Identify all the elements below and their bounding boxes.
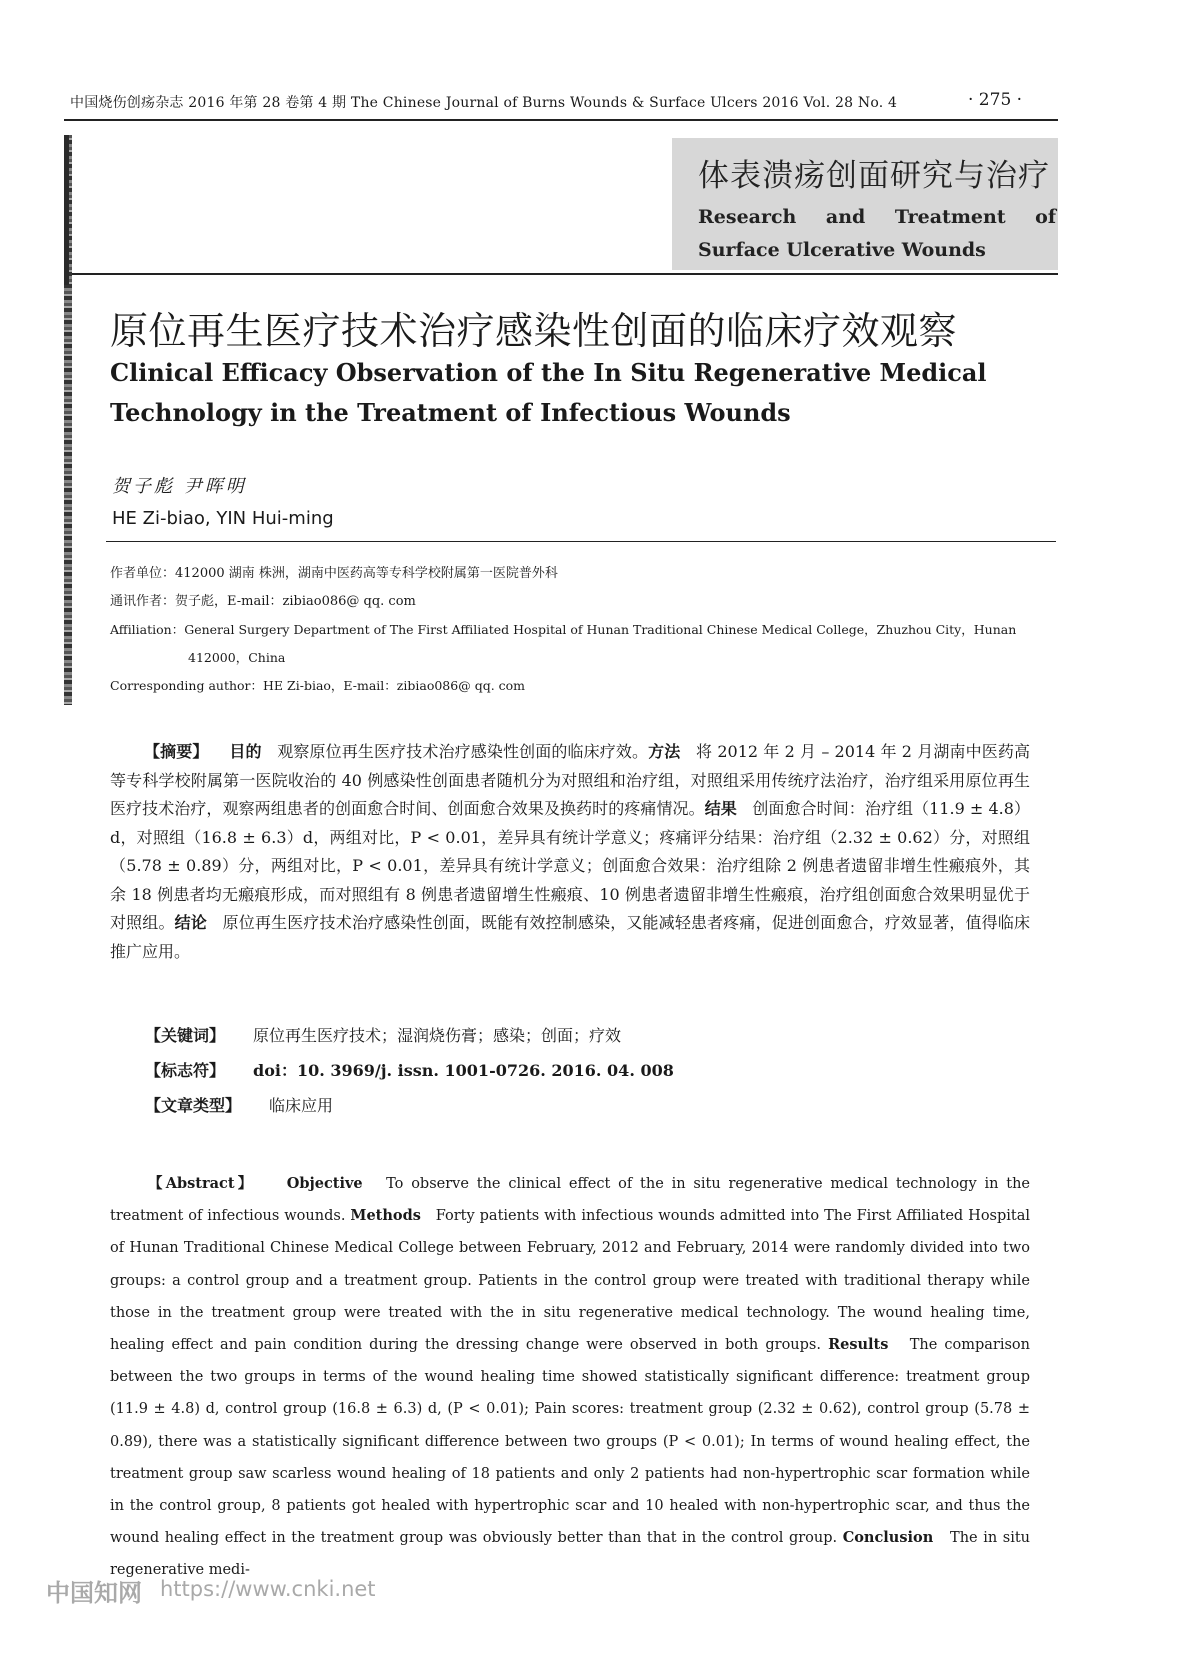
article-type-label: 【文章类型】 [145, 1096, 242, 1115]
abstract-cn [110, 738, 1030, 966]
corresponding-cn: 通讯作者：贺子彪，E-mail：zibiao086@ qq. com [110, 594, 416, 609]
page-number: · 275 · [968, 90, 1023, 110]
abstract-cn-conclusion-label: 结论 [174, 913, 207, 932]
article-title-cn: 原位再生医疗技术治疗感染性创面的临床疗效观察 [110, 309, 958, 353]
affiliation-en-line2: 412000，China [188, 650, 286, 665]
section-title-en: Research and Treatment of Surface Ulcerative Wounds [698, 206, 1056, 261]
abstract-cn-results: 创面愈合时间：治疗组（11.9 ± 4.8）d，对照组（16.8 ± 6.3）d，两组对比，P < 0.01，差异具有统计学意义；疼痛评分结果：治疗组（2.32 ± 0.62）分，对照组（5.78 ± 0.89）分，两组对比，P < 0.01，差异具有统计学意义；创面愈合效果：治疗组除 2 例患者遗留非增生性瘢痕外，其余 18 例患者均无瘢痕形成，而对照组有 8 例患者遗留增生性瘢痕、10 例患者遗留非增生性瘢痕，治疗组创面愈合效果明显优于对照组。 [110, 799, 1030, 932]
keywords-value: 原位再生医疗技术；湿润烧伤膏；感染；创面；疗效 [253, 1026, 622, 1045]
affiliation-en-line1: Affiliation：General Surgery Department of The First Affiliated Hospital of Hunan Traditional Chinese Medical College，Zhuzhou City，Hunan [110, 622, 1017, 637]
header-rule [64, 119, 1058, 121]
section-rule [72, 273, 1058, 275]
affiliation-unit-cn: 作者单位：412000 湖南 株洲，湖南中医药高等专科学校附属第一医院普外科 [110, 566, 558, 581]
abstract-cn-objective: 观察原位再生医疗技术治疗感染性创面的临床疗效。 [277, 742, 649, 761]
margin-bar-top [64, 135, 69, 285]
abstract-cn-methods: 将 2012 年 2 月 – 2014 年 2 月湖南中医药高等专科学校附属第一医院收治的 40 例感染性创面患者随机分为对照组和治疗组，对照组采用传统疗法治疗，治疗组采用原位再生医疗技术治疗，观察两组患者的创面愈合时间、创面愈合效果及换药时的疼痛情况。 [110, 742, 1030, 818]
abstract-en-conclusion-label: Conclusion [842, 1529, 934, 1547]
abstract-cn-objective-label: 目的 [229, 742, 262, 761]
abstract-en-objective: To observe the clinical effect of the in situ regenerative medical technology in the treatment of infectious wounds. [110, 1176, 1031, 1225]
doi-value: doi：10. 3969/j. issn. 1001-0726. 2016. 04. 008 [253, 1061, 674, 1080]
cnki-logo-text: 中国知网 [46, 1579, 142, 1607]
abstract-cn-conclusion: 原位再生医疗技术治疗感染性创面，既能有效控制感染，又能减轻患者疼痛，促进创面愈合，疗效显著，值得临床推广应用。 [110, 913, 1030, 961]
running-header: 中国烧伤创疡杂志 2016 年第 28 卷第 4 期 The Chinese Journal of Burns Wounds & Surface Ulcers 2016 Vol. 28 No. 4 [70, 95, 898, 111]
abstract-en-objective-label: Objective [286, 1175, 363, 1192]
abstract-en [110, 1168, 1030, 1587]
abstract-en-methods: Forty patients with infectious wounds admitted into The First Affiliated Hospital of Hunan Traditional Chinese Medical College between February, 2012 and February, 2014 were randomly divided into two groups: a control group and a treatment group. Patients in the control group were treated with traditional therapy while those in the treatment group were treated with the in situ regenerative medical technology. The wound healing time, healing effect and pain condition during the dressing change were observed in both groups. [110, 1208, 1031, 1354]
keywords-line [145, 1023, 621, 1046]
abstract-en-conclusion: The in situ regenerative medi- [110, 1530, 1031, 1579]
authors-cn: 贺子彪 尹晖明 [112, 476, 247, 497]
keywords-label: 【关键词】 [145, 1026, 226, 1045]
abstract-en-results: The comparison between the two groups in terms of the wound healing time showed statistically significant difference: treatment group (11.9 ± 4.8) d, control group (16.8 ± 6.3) d, (P < 0.01); Pain scores: treatment group (2.32 ± 0.62), control group (5.78 ± 0.89), there was a statistically significant difference between two groups (P < 0.01); In terms of wound healing effect, the treatment group saw scarless wound healing of 18 patients and only 2 patients had non-hypertrophic scar formation while in the control group, 8 patients got healed with hypertrophic scar and 10 healed with non-hypertrophic scar, and thus the wound healing effect in the treatment group was obviously better than that in the control group. [110, 1337, 1030, 1547]
abstract-cn-label: 【摘要】 [144, 742, 209, 761]
corresponding-en: Corresponding author：HE Zi-biao，E-mail：zibiao086@ qq. com [110, 678, 526, 693]
identifier-label: 【标志符】 [145, 1061, 226, 1080]
article-type-value: 临床应用 [269, 1096, 334, 1115]
author-rule [106, 541, 1056, 542]
authors-en: HE Zi-biao, YIN Hui-ming [112, 508, 334, 529]
abstract-en-methods-label: Methods [350, 1207, 421, 1225]
article-type-line [145, 1093, 333, 1116]
section-title-cn: 体表溃疡创面研究与治疗 [698, 158, 1050, 194]
abstract-en-results-label: Results [828, 1336, 889, 1354]
abstract-cn-results-label: 结果 [704, 799, 737, 818]
abstract-cn-methods-label: 方法 [648, 742, 681, 761]
article-title-en: Clinical Efficacy Observation of the In Situ Regenerative Medical Technology in the Treatment of Infectious Wounds [110, 358, 987, 427]
cnki-url[interactable]: https://www.cnki.net [160, 1577, 376, 1601]
identifier-line [145, 1058, 674, 1081]
abstract-en-label: 【Abstract】 [148, 1175, 256, 1192]
